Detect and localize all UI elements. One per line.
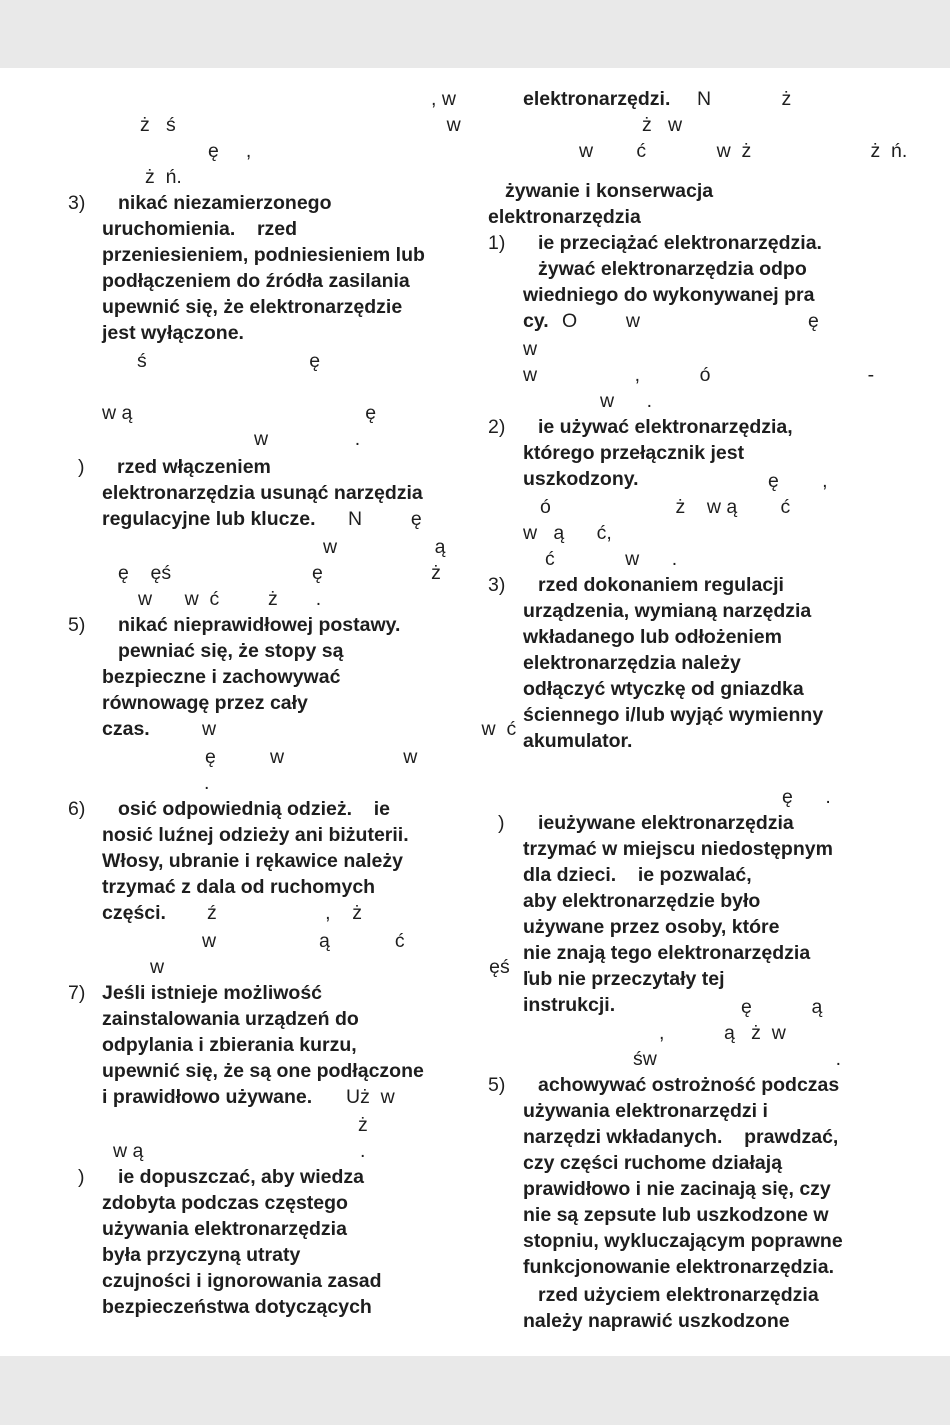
bold-line: elektronarzędzia należy (523, 652, 741, 674)
bold-line: części. (102, 902, 166, 924)
bold-line: czujności i ignorowania zasad (102, 1270, 382, 1292)
text-line: ę w w (205, 746, 418, 768)
text-line: ó ż w ą ć (540, 496, 791, 518)
bold-line: równowagę przez cały (102, 692, 308, 714)
bold-line: nie są zepsute lub uszkodzone w (523, 1204, 829, 1226)
bold-line: osić odpowiednią odzież. ie (118, 798, 390, 820)
bold-line: trzymać z dala od ruchomych (102, 876, 376, 898)
bold-line: odłączyć wtyczkę od gniazdka (523, 678, 804, 700)
bold-line: ie używać elektronarzędzia, (538, 416, 793, 438)
text-line: w ą . (113, 1140, 366, 1162)
item-number: ) (498, 812, 505, 834)
item-number: 7) (68, 982, 86, 1004)
text-line: ś ę (137, 350, 321, 372)
text-line: ź , ż (207, 902, 362, 924)
bold-line: używania elektronarzędzi i (523, 1100, 768, 1122)
bold-line: uszkodzony. (523, 468, 639, 490)
bold-line: trzymać w miejscu niedostępnym (523, 838, 833, 860)
text-line: w ć w ż ż ń. (579, 140, 908, 162)
text-line: ć w . (545, 548, 678, 570)
bold-line: ie przeciążać elektronarzędzia. (538, 232, 822, 254)
text-line: w . (600, 390, 653, 412)
bold-line: podłączeniem do źródła zasilania (102, 270, 410, 292)
bold-line: odpylania i zbierania kurzu, (102, 1034, 357, 1056)
bold-line: urządzenia, wymianą narzędzia (523, 600, 812, 622)
text-line: , ą ż w (659, 1022, 786, 1044)
text-line: N ę (348, 508, 422, 530)
bold-line: elektronarzędzi. (523, 88, 671, 110)
item-number: 3) (488, 574, 506, 596)
bold-line: lub nie przeczytały tej (523, 968, 725, 990)
item-number: ) (78, 456, 85, 478)
bold-line: nikać niezamierzonego (118, 192, 332, 214)
text-line: w w ć (202, 718, 517, 740)
text-line: ę ęś ę ż (118, 562, 441, 584)
text-line: N ż (697, 88, 792, 110)
text-line: w ą ę (102, 402, 377, 424)
bold-line: jest wyłączone. (102, 322, 244, 344)
text-line: w ą ć (202, 930, 405, 952)
text-line: ż ń. (145, 166, 182, 188)
bold-line: wkładanego lub odłożeniem (523, 626, 782, 648)
bold-line: rzed użyciem elektronarzędzia (538, 1284, 819, 1306)
bold-line: dla dzieci. ie pozwalać, (523, 864, 752, 886)
bold-line: regulacyjne lub klucze. (102, 508, 316, 530)
bold-line: ieużywane elektronarzędzia (538, 812, 794, 834)
bold-line: rzed dokonaniem regulacji (538, 574, 784, 596)
bold-line: zdobyta podczas częstego (102, 1192, 348, 1214)
bold-line: elektronarzędzia usunąć narzędzia (102, 482, 423, 504)
text-line: w (523, 338, 538, 360)
bold-line: którego przełącznik jest (523, 442, 745, 464)
bold-line: Jeśli istnieje możliwość (102, 982, 323, 1004)
text-line: św . (633, 1048, 842, 1070)
item-number: ) (78, 1166, 85, 1188)
bold-line: instrukcji. (523, 994, 616, 1016)
text-line: ż ś w (140, 114, 461, 136)
bold-line: akumulator. (523, 730, 633, 752)
item-number: 6) (68, 798, 86, 820)
text-line: w . (254, 428, 361, 450)
bold-line: czas. (102, 718, 150, 740)
text-line: w , ó - (523, 364, 875, 386)
item-number: 5) (68, 614, 86, 636)
text-line: ę , (768, 470, 828, 492)
bold-line: wiedniego do wykonywanej pra (523, 284, 815, 306)
bold-line: ie dopuszczać, aby wiedza (118, 1166, 364, 1188)
bold-line: i prawidłowo używane. (102, 1086, 313, 1108)
bold-line: czy części ruchome działają (523, 1152, 783, 1174)
bold-line: bezpieczne i zachowywać (102, 666, 341, 688)
text-line: ż (358, 1114, 368, 1136)
section-heading: żywanie i konserwacja (505, 180, 714, 202)
bold-line: aby elektronarzędzie było (523, 890, 761, 912)
item-number: 2) (488, 416, 506, 438)
bold-line: nikać nieprawidłowej postawy. (118, 614, 401, 636)
text-line: w ą (323, 536, 446, 558)
bold-line: nosić luźnej odzieży ani biżuterii. (102, 824, 409, 846)
bold-line: funkcjonowanie elektronarzędzia. (523, 1256, 834, 1278)
bold-line: upewnić się, że są one podłączone (102, 1060, 424, 1082)
section-heading: elektronarzędzia (488, 206, 641, 228)
bold-line: zainstalowania urządzeń do (102, 1008, 359, 1030)
document-page (0, 68, 950, 1356)
bold-line: pewniać się, że stopy są (118, 640, 344, 662)
bold-line: rzed włączeniem (117, 456, 271, 478)
text-line: ż w (642, 114, 683, 136)
text-line: w ęś . (150, 956, 532, 978)
bold-line: ściennego i/lub wyjąć wymienny (523, 704, 824, 726)
text-line: w ą ć, (523, 522, 612, 544)
bold-line: prawidłowo i nie zacinają się, czy (523, 1178, 831, 1200)
bold-line: achowywać ostrożność podczas (538, 1074, 840, 1096)
text-line: Uż w (346, 1086, 395, 1108)
bold-line: żywać elektronarzędzia odpo (538, 258, 807, 280)
bold-line: nie znają tego elektronarzędzia (523, 942, 811, 964)
item-number: 1) (488, 232, 506, 254)
bold-line: używania elektronarzędzia (102, 1218, 347, 1240)
bold-line: cy. (523, 310, 549, 332)
bold-line: przeniesieniem, podniesieniem lub (102, 244, 425, 266)
text-line: ę ą (741, 996, 823, 1018)
text-line: , w (431, 88, 456, 110)
item-number: 3) (68, 192, 86, 214)
text-line: ę . (782, 786, 831, 808)
bold-line: stopniu, wykluczającym poprawne (523, 1230, 843, 1252)
bold-line: była przyczyną utraty (102, 1244, 301, 1266)
bold-line: uruchomienia. rzed (102, 218, 298, 240)
bold-line: narzędzi wkładanych. prawdzać, (523, 1126, 839, 1148)
bold-line: używane przez osoby, które (523, 916, 780, 938)
bold-line: upewnić się, że elektronarzędzie (102, 296, 403, 318)
bold-line: Włosy, ubranie i rękawice należy (102, 850, 403, 872)
text-line: ę , (208, 140, 252, 162)
bold-line: należy naprawić uszkodzone (523, 1310, 790, 1332)
text-line: w w ć ż . (138, 588, 322, 610)
item-number: 5) (488, 1074, 506, 1096)
text-line: . (204, 772, 210, 794)
text-line: O w ę (562, 310, 819, 332)
bold-line: bezpieczeństwa dotyczących (102, 1296, 372, 1318)
